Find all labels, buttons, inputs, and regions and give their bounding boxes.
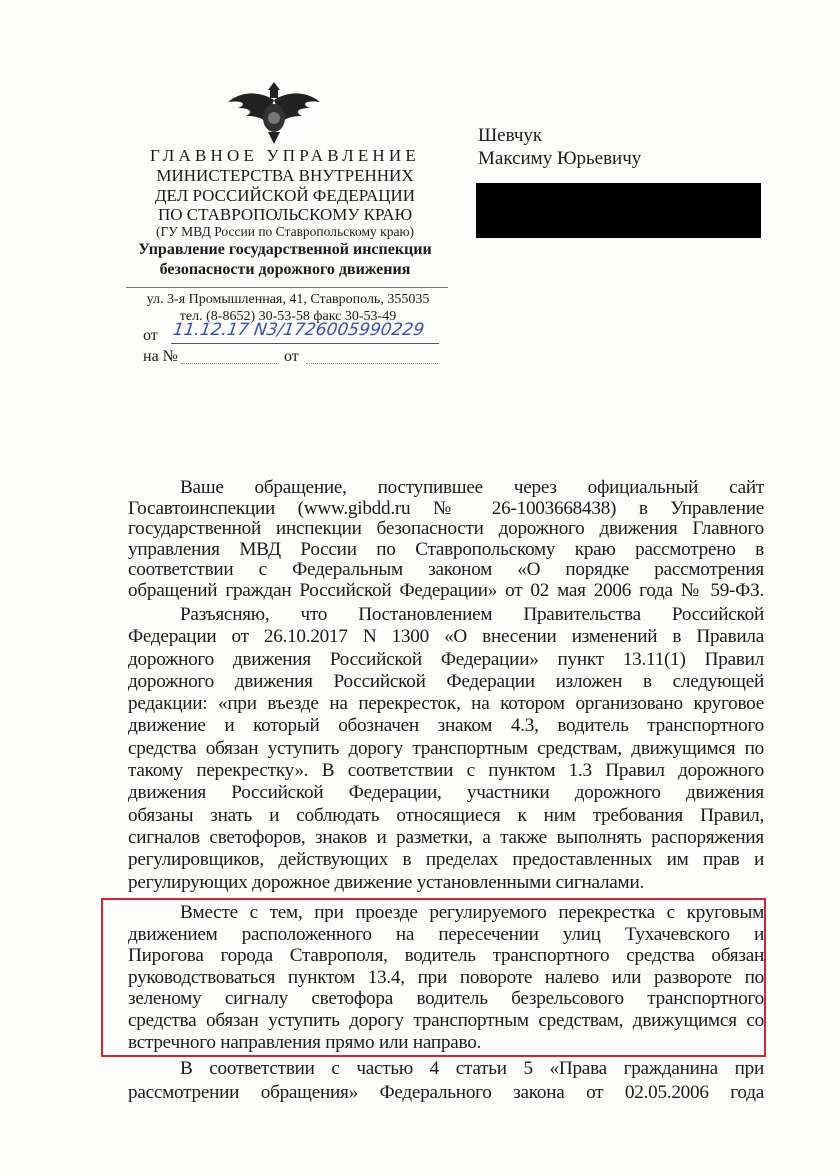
- org-line: ПО СТАВРОПОЛЬСКОМУ КРАЮ: [157, 205, 413, 224]
- org-abbreviation: (ГУ МВД России по Ставропольскому краю): [155, 224, 415, 239]
- text-line: рассмотрении обращения» Федерального закона от 02.05.2006 года: [128, 1081, 764, 1103]
- text-line: зеленому сигналу светофора водитель безрельсового транспортного: [128, 988, 764, 1010]
- ref-from-label: от: [284, 348, 299, 365]
- text-line: регулирующих дорожное движение установленными сигналами.: [128, 871, 645, 893]
- recipient-name: Максиму Юрьевичу: [478, 148, 642, 169]
- text-line: Вместе с тем, при проезде регулируемого перекрестка с круговым: [180, 902, 764, 923]
- redacted-address: [476, 183, 761, 238]
- text-line: движения Российской Федерации, участники дорожного движения: [128, 782, 764, 804]
- text-line: соответствии с Федеральным законом «О порядке рассмотрения: [128, 559, 764, 581]
- department-line: Управление государственной инспекции: [138, 241, 432, 258]
- org-title: ГЛАВНОЕ УПРАВЛЕНИЕ: [150, 146, 420, 165]
- text-line: движением расположенного на пересечении улиц Тухачевского и: [128, 923, 764, 945]
- ref-label: на №: [143, 348, 178, 365]
- text-line: движение и который обозначен знаком 4.3, водитель транспортного: [128, 715, 764, 737]
- text-line: государственной инспекции безопасности дорожного движения Главного: [128, 518, 764, 540]
- from-label: от: [143, 327, 158, 344]
- paragraph-1: [128, 478, 764, 602]
- recipient-surname: Шевчук: [478, 125, 543, 146]
- text-line: сигналов светофоров, знаков и разметки, а также выполнять распоряжения: [128, 826, 764, 848]
- text-line: Ваше обращение, поступившее через официальный сайт: [180, 477, 764, 498]
- text-line: обращений граждан Российской Федерации» от 02 мая 2006 года № 59-ФЗ.: [128, 579, 764, 601]
- text-line: руководствоваться пунктом 13.4, при повороте налево или развороте по: [128, 966, 764, 988]
- phone: тел. (8-8652) 30-53-58 факс 30-53-49: [179, 309, 397, 324]
- text-line: Федерации от 26.10.2017 N 1300 «О внесении изменений в Правила: [128, 626, 764, 648]
- outgoing-reg-number: [143, 320, 443, 346]
- text-line: В соответствии с частью 4 статьи 5 «Права гражданина при: [180, 1058, 764, 1079]
- text-line: Госавтоинспекции (www.gibdd.ru № 26-1003668438) в Управление: [128, 497, 764, 519]
- text-line: Пирогова города Ставрополя, водитель транспортного средства обязан: [128, 945, 764, 967]
- text-line: редакции: «при въезде на перекресток, на котором организовано круговое: [128, 693, 764, 715]
- text-line: средства обязан уступить дорогу транспортным средствам, движущимся по: [128, 737, 764, 759]
- ref-number-blank: [181, 363, 277, 364]
- ref-date-blank: [306, 363, 438, 364]
- mvd-emblem-icon: [228, 82, 320, 144]
- paragraph-2: [128, 604, 764, 894]
- text-line: встречного направления прямо или направо.: [128, 1031, 482, 1053]
- text-line: управления МВД России по Ставропольскому краю рассмотрено в: [128, 538, 764, 560]
- address: ул. 3-я Промышленная, 41, Ставрополь, 355035: [146, 292, 430, 307]
- paragraph-3: [128, 902, 764, 1053]
- text-line: Разъясняю, что Постановлением Правительства Российской: [180, 604, 764, 625]
- handwritten-reg-number: 11.12.17 N3/1726005990229: [171, 320, 426, 340]
- text-line: такому перекрестку». В соответствии с пунктом 1.3 Правил дорожного: [128, 760, 764, 782]
- text-line: средства обязан уступить дорогу транспортным средствам, движущимся со: [128, 1009, 764, 1031]
- department-line: безопасности дорожного движения: [159, 261, 411, 278]
- underline: [171, 343, 439, 344]
- paragraph-4: [128, 1057, 764, 1104]
- incoming-reference: [143, 347, 443, 367]
- org-line: ДЕЛ РОССИЙСКОЙ ФЕДЕРАЦИИ: [154, 186, 416, 205]
- text-line: дорожного движения Российской Федерации» пункт 13.11(1) Правил: [128, 648, 764, 670]
- org-line: МИНИСТЕРСТВА ВНУТРЕННИХ: [156, 166, 414, 185]
- text-line: регулировщиков, действующих в пределах предоставленных им прав и: [128, 849, 764, 871]
- header-divider: [126, 287, 448, 288]
- text-line: обязаны знать и соблюдать относящиеся к ним требования Правил,: [128, 804, 764, 826]
- text-line: дорожного движения Российской Федерации изложен в следующей: [128, 670, 764, 692]
